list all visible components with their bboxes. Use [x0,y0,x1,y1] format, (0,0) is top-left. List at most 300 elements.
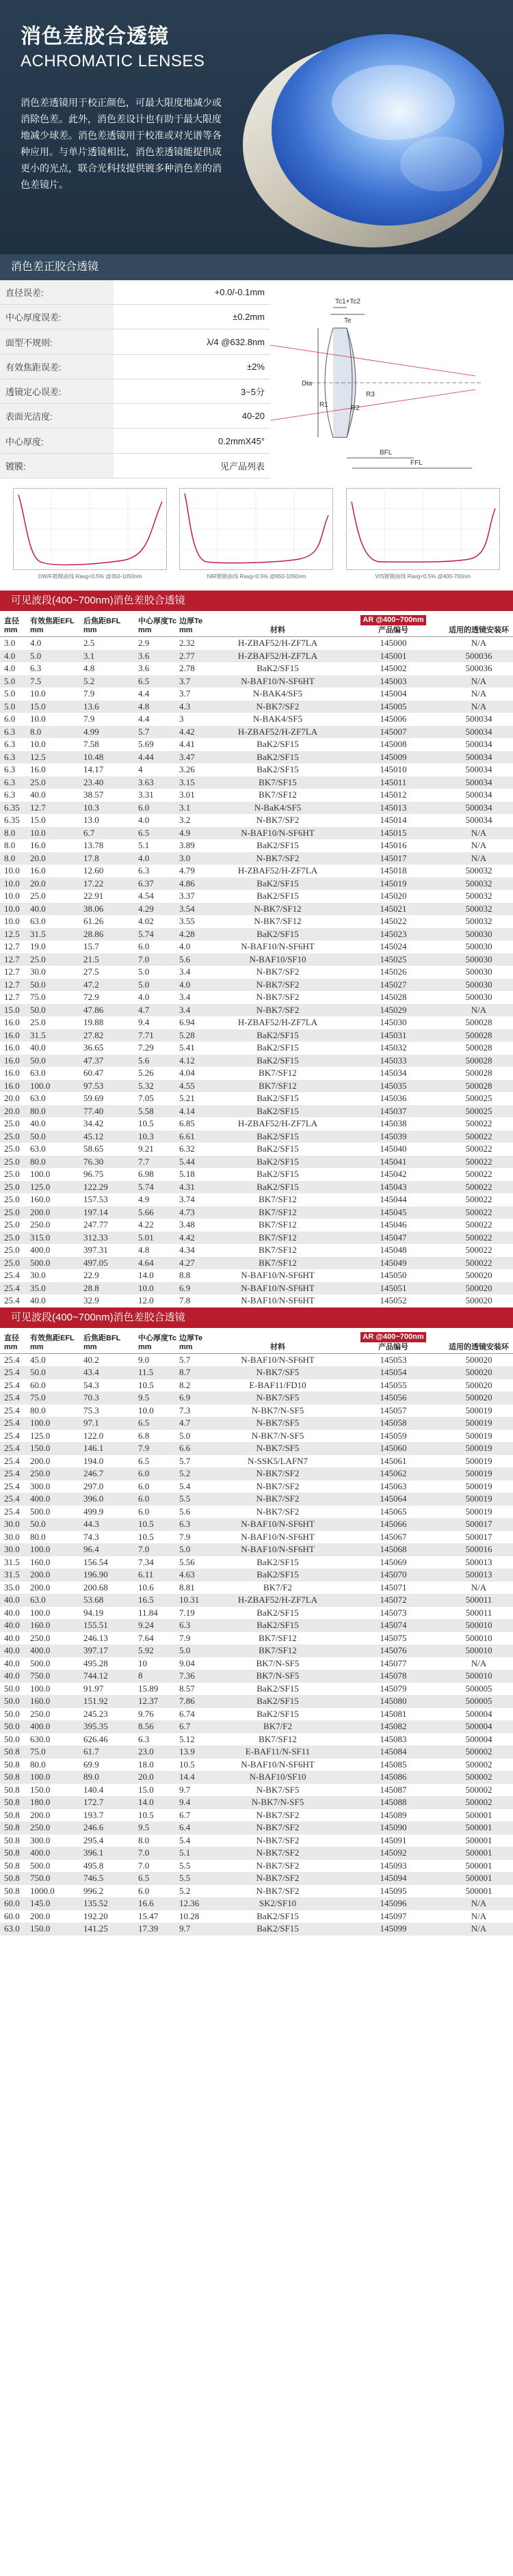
cell-mount: 500020 [445,1366,513,1379]
cell-tc: 12.37 [138,1695,179,1708]
cell-diameter: 10.0 [0,903,30,916]
cell-diameter: 50.0 [4,1683,20,1694]
cell-bfl: 27.82 [83,1029,138,1042]
cell-bfl: 47.2 [83,979,138,992]
cell-bfl: 312.33 [83,1232,138,1245]
cell-efl: 63.0 [30,1093,46,1104]
cell-te: 10.31 [179,1594,213,1607]
cell-material: BK7/SF12 [213,1206,342,1219]
cell-material: N-BAF10/N-SF6HT [241,1270,315,1281]
cell-bfl: 10.48 [83,751,138,764]
cell-bfl: 15.7 [83,941,99,952]
hero-subtitle: ACHROMATIC LENSES [21,52,205,70]
cell-te: 4.3 [179,701,213,714]
table-row [0,675,513,688]
cell-tc: 7.0 [138,953,179,966]
cell-te: 5.6 [179,1506,191,1517]
cell-part-number: 145007 [342,726,445,739]
cell-part-number: 145090 [342,1821,445,1834]
cell-diameter: 50.0 [0,1695,30,1708]
cell-part-number: 145041 [342,1156,445,1169]
cell-mount: 500030 [445,953,513,966]
cell-te: 5.7 [179,1455,191,1466]
cell-part-number: 145094 [342,1872,445,1885]
table-row [0,1594,513,1607]
cell-tc: 9.76 [138,1708,154,1719]
cell-diameter: 8.0 [0,827,30,840]
cell-tc: 6.5 [138,827,179,840]
cell-material: H-ZBAF52/H-ZF7LA [213,1594,342,1607]
spec-value: +0.0/-0.1mm [114,280,270,305]
th-bfl: 后焦距BFL [83,617,121,625]
cell-diameter: 31.5 [4,1556,20,1567]
cell-tc: 6.0 [138,1467,179,1480]
product-table-2 [0,1328,513,1936]
cell-diameter: 12.7 [0,979,30,992]
cell-te: 6.9 [179,1392,213,1405]
cell-tc: 7.0 [138,1543,179,1556]
cell-te: 4.0 [179,979,213,992]
cell-bfl: 97.53 [83,1080,138,1093]
cell-mount: 500028 [445,1080,513,1093]
cell-tc: 6.5 [138,1872,179,1885]
cell-mount: 500010 [445,1670,513,1683]
coating-plot-vis [346,488,500,591]
cell-diameter: 12.5 [0,928,30,941]
cell-bfl: 193.7 [83,1809,104,1820]
cell-te: 5.5 [179,1872,213,1885]
cell-material: BK7/SF12 [259,1632,297,1643]
cell-diameter: 6.3 [4,739,16,750]
cell-mount: N/A [471,840,487,851]
cell-material: N-BK7/SF5 [213,1442,342,1455]
table-row [0,1181,513,1194]
cell-bfl: 146.1 [83,1442,138,1455]
cell-bfl: 156.54 [83,1556,108,1567]
cell-tc: 4.7 [138,1004,179,1017]
cell-tc: 7.34 [138,1556,154,1567]
cell-te: 5.1 [179,1847,213,1860]
cell-bfl: 23.40 [83,776,138,789]
cell-diameter: 50.8 [0,1872,30,1885]
cell-bfl: 7.9 [83,714,95,724]
cell-bfl: 155.51 [83,1619,138,1632]
cell-part-number: 145075 [380,1632,407,1643]
cell-bfl: 197.14 [83,1206,138,1219]
th-pn: 产品编号 [378,1342,408,1351]
cell-part-number: 145045 [342,1206,445,1219]
cell-part-number: 145001 [342,650,445,663]
table-row [0,1067,513,1080]
cell-diameter: 25.4 [0,1282,30,1295]
cell-mount: N/A [471,1910,487,1921]
cell-bfl: 297.0 [83,1480,104,1491]
cell-mount: 500019 [445,1442,513,1455]
cell-tc: 3.6 [138,663,150,674]
cell-mount: 500022 [465,1118,492,1129]
cell-mount: N/A [445,701,513,714]
cell-mount: 500001 [465,1809,492,1820]
coating-plot-dwf [13,488,167,591]
cell-diameter: 20.0 [4,1093,20,1104]
cell-part-number: 145012 [380,789,407,800]
cell-material: N-BAF10/N-SF6HT [241,941,315,952]
cell-material: BK7/SF12 [213,1080,342,1093]
cell-part-number: 145053 [380,1354,407,1365]
cell-material: N-BK7/SF2 [256,1809,300,1820]
cell-material: N-BK7/SF2 [213,1872,342,1885]
table-row [0,1733,513,1746]
cell-mount: 500025 [445,1105,513,1118]
spec-label: 中心厚度: [0,429,114,453]
cell-te: 7.3 [179,1405,191,1415]
cell-bfl: 14.17 [83,764,104,775]
cell-te: 9.4 [179,1796,213,1809]
spec-area [0,280,513,478]
cell-diameter: 25.0 [4,1245,20,1256]
cell-material: N-BK7/SF2 [256,1506,300,1517]
cell-bfl: 54.3 [83,1379,99,1390]
table-row [0,1206,513,1219]
cell-bfl: 4.99 [83,726,138,739]
cell-mount: 500002 [445,1746,513,1759]
cell-material: BaK2/SF15 [256,764,299,775]
th-tc: 中心厚度Tc [138,1333,177,1342]
cell-material: N-BaK4/SF5 [213,802,342,815]
cell-part-number: 145005 [342,701,445,714]
cell-efl: 8.0 [30,726,83,739]
cell-mount: 500034 [465,739,492,750]
lens-diagram-svg [270,280,513,478]
cell-part-number: 145054 [342,1366,445,1379]
table-1-title: 可见波段(400~700nm)消色差胶合透镜 [0,591,513,611]
cell-efl: 40.0 [30,789,46,800]
cell-te: 4.34 [179,1245,195,1256]
cell-bfl: 17.22 [83,878,138,891]
cell-bfl: 96.4 [83,1543,138,1556]
cell-tc: 5.0 [138,979,179,992]
table-row [0,1885,513,1898]
cell-diameter: 50.0 [4,1708,20,1719]
cell-part-number: 145068 [342,1543,445,1556]
th-material: 材料 [270,1342,285,1351]
cell-part-number: 145021 [342,903,445,916]
cell-te: 5.4 [179,1834,191,1845]
cell-te: 5.4 [179,1480,191,1491]
cell-te: 5.5 [179,1493,213,1506]
cell-diameter: 4.0 [4,663,16,674]
cell-material: BaK2/SF15 [256,1093,299,1104]
cell-mount: 500020 [445,1282,513,1295]
cell-diameter: 25.4 [0,1417,30,1430]
cell-te: 4.31 [179,1181,213,1194]
table-row [0,1771,513,1784]
cell-te: 6.32 [179,1143,195,1154]
coating-plots [0,478,513,591]
cell-mount: 500034 [445,726,513,739]
table-row [0,915,513,928]
cell-te: 6.6 [179,1442,213,1455]
cell-mount: 500019 [445,1467,513,1480]
cell-efl: 50.0 [30,1004,83,1017]
cell-part-number: 145022 [380,916,407,927]
cell-diameter: 50.8 [0,1821,30,1834]
cell-te: 7.9 [179,1531,191,1542]
cell-bfl: 246.7 [83,1467,138,1480]
cell-tc: 7.0 [138,1860,150,1871]
cell-material: N-BAF10/N-SF6HT [213,675,342,688]
cell-mount: 500001 [465,1834,492,1845]
cell-tc: 6.0 [138,941,150,952]
cell-diameter: 25.4 [4,1354,20,1365]
cell-tc: 5.0 [138,966,150,977]
cell-te: 4.63 [179,1569,213,1582]
cell-efl: 160.0 [30,1556,51,1567]
cell-bfl: 497.05 [83,1257,138,1270]
cell-tc: 6.5 [138,675,179,688]
cell-bfl: 397.31 [83,1245,108,1256]
cell-material: BaK2/SF15 [213,1923,342,1936]
cell-material: N-BK7/N-SF5 [251,1430,304,1441]
cell-material: SK2/SF10 [213,1897,342,1910]
cell-bfl: 996.2 [83,1885,104,1896]
cell-efl: 50.0 [30,1518,83,1531]
table-row [0,1055,513,1068]
cell-bfl: 75.3 [83,1405,99,1415]
cell-part-number: 145004 [380,688,407,699]
cell-mount: 500001 [445,1847,513,1860]
table-row [0,1143,513,1156]
cell-material: N-BK7/SF2 [213,1493,342,1506]
cell-bfl: 246.13 [83,1632,108,1643]
cell-tc: 15.89 [138,1683,159,1694]
cell-efl: 16.0 [30,840,46,851]
cell-te: 7.36 [179,1670,213,1683]
spec-label: 表面光洁度: [0,404,114,429]
cell-mount: 500001 [465,1860,492,1871]
cell-te: 5.2 [179,1467,213,1480]
cell-diameter: 50.8 [4,1759,20,1770]
cell-material: N-BK7/SF2 [213,1467,342,1480]
table-row [0,688,513,701]
cell-efl: 500.0 [30,1257,83,1270]
cell-material: N-BK7/SF12 [213,903,342,916]
cell-diameter: 16.0 [4,1042,20,1053]
cell-mount: 500030 [465,992,492,1003]
cell-bfl: 495.8 [83,1860,104,1871]
cell-mount: 500022 [465,1143,492,1154]
table-row [0,1543,513,1556]
cell-bfl: 122.29 [83,1181,138,1194]
diagram-label-r2: R2 [351,405,360,412]
cell-tc: 5.26 [138,1068,154,1079]
cell-efl: 400.0 [30,1847,83,1860]
cell-bfl: 746.5 [83,1872,138,1885]
table-row [0,738,513,751]
table-row [0,701,513,714]
cell-material: E-BAF11/N-SF11 [213,1746,342,1759]
cell-efl: 63.0 [30,1143,46,1154]
cell-tc: 16.6 [138,1897,179,1910]
cell-mount: 500019 [465,1430,492,1441]
table-row [0,928,513,941]
cell-efl: 20.0 [30,852,83,865]
cell-diameter: 25.0 [4,1194,20,1205]
table-row [0,1105,513,1118]
cell-bfl: 397.17 [83,1644,138,1657]
cell-material: BaK2/SF15 [213,1695,342,1708]
cell-material: N-BK7/SF2 [213,852,342,865]
cell-efl: 500.0 [30,1657,51,1668]
cell-efl: 10.0 [30,688,46,699]
cell-efl: 100.0 [30,1683,51,1694]
cell-te: 4.14 [179,1105,213,1118]
cell-efl: 63.0 [30,1068,46,1079]
cell-tc: 6.5 [138,1417,179,1430]
cell-efl: 12.7 [30,802,83,815]
spec-value: 3~5分 [114,379,270,403]
cell-material: N-BAF10/N-SF6HT [241,1295,315,1306]
cell-material: N-BAF10/N-SF6HT [241,1354,315,1365]
th-ar-badge: AR @400~700nm [360,1332,425,1342]
cell-mount: 500020 [465,1295,492,1306]
cell-material: BaK2/SF15 [213,1619,342,1632]
cell-part-number: 145057 [380,1405,407,1415]
cell-tc: 10.5 [138,1118,154,1129]
cell-te: 5.0 [179,1644,213,1657]
cell-mount: 500019 [465,1480,492,1491]
cell-efl: 250.0 [30,1219,51,1230]
cell-diameter: 16.0 [4,1017,20,1028]
cell-part-number: 145020 [380,891,407,901]
diagram-label-bfl: BFL [380,449,393,457]
th-ar-badge: AR @400~700nm [360,615,425,625]
cell-part-number: 145058 [342,1417,445,1430]
cell-mount: 500010 [465,1632,492,1643]
th-material: 材料 [270,626,285,634]
cell-te: 3.74 [179,1194,195,1205]
cell-material: H-ZBAF52/H-ZF7LA [237,638,318,649]
cell-mount: 500020 [445,1392,513,1405]
diagram-label-dia: Dia [302,380,313,388]
table-row [0,1430,513,1443]
cell-mount: 500032 [465,865,492,876]
cell-bfl: 61.7 [83,1746,138,1759]
cell-mount: 500019 [445,1417,513,1430]
cell-material: N-BK7/SF2 [256,815,300,826]
cell-part-number: 145052 [380,1295,407,1306]
cell-diameter: 20.0 [0,1105,30,1118]
th-mount: 适用的透镜安装环 [449,626,509,634]
cell-bfl: 59.69 [83,1093,104,1104]
cell-part-number: 145085 [380,1759,407,1770]
cell-material: BaK2/SF15 [213,878,342,891]
th-unit: mm [179,1342,193,1351]
cell-material: N-BK7/N-SF5 [251,1405,304,1415]
spec-row [0,379,270,403]
spec-value: 见产品列表 [114,453,270,478]
spec-label: 镀膜: [0,453,114,478]
cell-part-number: 145069 [380,1556,407,1567]
th-efl: 有效焦距EFL [30,617,75,625]
cell-tc: 9.21 [138,1143,154,1154]
cell-diameter: 30.0 [0,1543,30,1556]
cell-material: N-BAF10/SF10 [213,953,342,966]
cell-tc: 5.58 [138,1105,179,1118]
coating-curve-nir [179,488,333,570]
cell-material: BaK2/SF15 [256,1708,299,1719]
th-mount: 适用的透镜安装环 [449,1342,509,1351]
cell-diameter: 40.0 [0,1594,30,1607]
cell-te: 3.26 [179,764,195,775]
diagram-label-te: Te [344,317,352,325]
cell-te: 3.4 [179,966,191,977]
th-unit: mm [138,1342,152,1351]
cell-te: 14.4 [179,1771,213,1784]
cell-diameter: 50.8 [4,1834,20,1845]
cell-te: 6.4 [179,1821,213,1834]
cell-bfl: 200.68 [83,1582,108,1592]
cell-bfl: 626.46 [83,1733,108,1744]
table-row [0,1657,513,1670]
cell-part-number: 145026 [380,966,407,977]
cell-part-number: 145008 [380,739,407,750]
cell-material: BK7/F2 [213,1720,342,1733]
cell-part-number: 145048 [380,1245,407,1256]
cell-material: BK7/SF12 [259,1219,297,1230]
cell-mount: N/A [471,1582,487,1592]
cell-te: 3.89 [179,840,195,851]
cell-bfl: 17.8 [83,852,138,865]
cell-tc: 4.22 [138,1219,154,1230]
cell-mount: 500028 [445,1029,513,1042]
cell-bfl: 3.1 [83,650,138,663]
table-row [0,979,513,992]
table-row [0,1847,513,1860]
th-unit: mm [4,1342,18,1351]
cell-material: BaK2/SF15 [256,739,299,750]
cell-te: 3.7 [179,675,213,688]
th-tc: 中心厚度Tc [138,617,177,625]
cell-efl: 75.0 [30,1746,83,1759]
cell-tc: 10.5 [138,1531,154,1542]
cell-efl: 63.0 [30,1594,83,1607]
cell-efl: 250.0 [30,1821,83,1834]
cell-part-number: 145081 [380,1708,407,1719]
cell-bfl: 13.0 [83,815,99,826]
cell-material: BK7/N-SF5 [256,1657,300,1668]
cell-efl: 31.5 [30,1029,83,1042]
cell-tc: 8.0 [138,1834,150,1845]
cell-diameter: 16.0 [4,1068,20,1079]
table-2-header [0,1328,513,1354]
cell-bfl: 70.3 [83,1392,138,1405]
cell-diameter: 50.8 [4,1860,20,1871]
cell-diameter: 50.8 [4,1784,20,1795]
th-unit: mm [83,1342,97,1351]
cell-mount: N/A [471,638,487,649]
cell-diameter: 25.4 [0,1366,30,1379]
table-row [0,1219,513,1232]
cell-part-number: 145047 [342,1232,445,1245]
cell-part-number: 145029 [342,1004,445,1017]
cell-part-number: 145037 [342,1105,445,1118]
cell-material: BK7/SF12 [259,1245,297,1256]
cell-tc: 4.8 [138,701,179,714]
cell-diameter: 25.4 [4,1455,20,1466]
cell-tc: 4.9 [138,1194,150,1205]
cell-efl: 200.0 [30,1206,83,1219]
